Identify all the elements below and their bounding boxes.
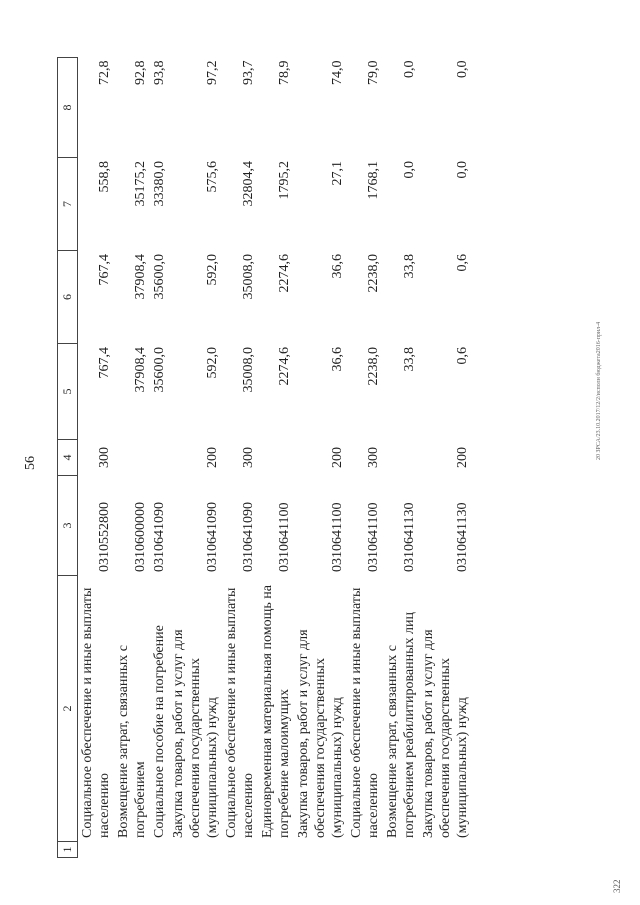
cell-col8: 0,0 (402, 60, 417, 78)
cell-col5: 0,6 (455, 347, 470, 365)
table-row (419, 58, 472, 858)
table-row (150, 58, 169, 858)
cell-code: 0310641090 (241, 502, 256, 572)
cell-name: Социальное обеспечение и иные выплаты населению (80, 587, 112, 838)
col-header: 8 (58, 58, 78, 158)
cell-col7: 1795,2 (277, 161, 292, 200)
cell-name: Единовременная материальная помощь на погребение малоимущих (260, 585, 292, 838)
cell-code: 0310641100 (366, 502, 381, 572)
cell-col5: 36,6 (330, 347, 345, 372)
cell-col5: 2238,0 (366, 347, 381, 386)
cell-col7: 558,8 (97, 161, 112, 193)
cell-index (169, 842, 222, 858)
cell-col5: 2274,6 (277, 347, 292, 386)
cell-col6: 0,6 (455, 254, 470, 272)
table-row (114, 58, 150, 858)
cell-col6: 36,6 (330, 254, 345, 279)
cell-vr: 300 (241, 447, 256, 468)
cell-vr: 300 (366, 447, 381, 468)
cell-col6: 592,0 (205, 254, 220, 286)
cell-vr (114, 440, 150, 476)
cell-col6: 767,4 (97, 254, 112, 286)
cell-col5: 767,4 (97, 347, 112, 379)
cell-col5: 35600,0 (152, 347, 167, 393)
cell-col7: 32804,4 (241, 161, 256, 207)
footer-note: 20 ЗРСА/23.10.2017/12/2/исполн бюджета2016-прил-4 (596, 321, 602, 460)
cell-vr: 300 (97, 447, 112, 468)
table-row (383, 58, 419, 858)
col-header: 6 (58, 251, 78, 344)
table-header-row (58, 58, 78, 858)
cell-col6: 2238,0 (366, 254, 381, 293)
cell-col8: 97,2 (205, 60, 220, 85)
budget-table-rotated (57, 58, 575, 858)
cell-col7: 35175,2 (133, 161, 148, 207)
cell-col6: 35600,0 (152, 254, 167, 300)
col-header: 1 (58, 842, 78, 858)
cell-code: 0310641100 (330, 502, 345, 572)
cell-col7: 0,0 (455, 161, 470, 179)
col-header: 7 (58, 158, 78, 251)
cell-index (383, 842, 419, 858)
cell-vr (383, 440, 419, 476)
col-header: 4 (58, 440, 78, 476)
cell-vr (258, 440, 294, 476)
cell-code: 0310641130 (402, 502, 417, 572)
cell-vr: 200 (455, 447, 470, 468)
col-header: 2 (58, 576, 78, 842)
cell-index (222, 842, 258, 858)
cell-name: Возмещение затрат, связанных с погребением реабилитированных лиц (385, 612, 417, 838)
page-number: 56 (23, 456, 38, 470)
table-row (78, 58, 115, 858)
cell-col8: 79,0 (366, 60, 381, 85)
cell-index (347, 842, 383, 858)
cell-col6: 2274,6 (277, 254, 292, 293)
cell-index (258, 842, 294, 858)
cell-col7: 33380,0 (152, 161, 167, 207)
col-header: 5 (58, 344, 78, 440)
cell-index (78, 842, 115, 858)
cell-name: Социальное пособие на погребение (152, 625, 167, 838)
cell-code: 0310641090 (205, 502, 220, 572)
col-header: 3 (58, 476, 78, 576)
cell-col5: 35008,0 (241, 347, 256, 393)
table-row (222, 58, 258, 858)
cell-col8: 93,7 (241, 60, 256, 85)
cell-name: Социальное обеспечение и иные выплаты населению (349, 587, 381, 838)
cell-name: Закупка товаров, работ и услуг для обеспечения государственных (муниципальных) нужд (171, 629, 220, 838)
cell-name: Закупка товаров, работ и услуг для обеспечения государственных (муниципальных) нужд (421, 629, 470, 838)
cell-name: Возмещение затрат, связанных с погребением (116, 645, 148, 838)
cell-code: 0310641100 (277, 502, 292, 572)
cell-col8: 93,8 (152, 60, 167, 85)
cell-col7: 27,1 (330, 161, 345, 186)
cell-vr: 200 (330, 447, 345, 468)
cell-col6: 33,8 (402, 254, 417, 279)
table-row (347, 58, 383, 858)
cell-code: 0310552800 (97, 502, 112, 572)
cell-code: 0310641090 (152, 502, 167, 572)
cell-index (114, 842, 150, 858)
cell-name: Закупка товаров, работ и услуг для обеспечения государственных (муниципальных) нужд (296, 629, 345, 838)
cell-col6: 35008,0 (241, 254, 256, 300)
table-row (258, 58, 294, 858)
cell-col8: 72,8 (97, 60, 112, 85)
cell-index (294, 842, 347, 858)
cell-index (150, 842, 169, 858)
cell-col8: 0,0 (455, 60, 470, 78)
corner-mark: 322 (612, 879, 622, 893)
cell-index (419, 842, 472, 858)
cell-col8: 78,9 (277, 60, 292, 85)
cell-vr (150, 440, 169, 476)
cell-col8: 74,0 (330, 60, 345, 85)
table-row (169, 58, 222, 858)
cell-col5: 33,8 (402, 347, 417, 372)
cell-code: 0310600000 (133, 502, 148, 572)
cell-col6: 37908,4 (133, 254, 148, 300)
cell-col5: 37908,4 (133, 347, 148, 393)
cell-col7: 575,6 (205, 161, 220, 193)
budget-table (57, 57, 472, 858)
cell-col8: 92,8 (133, 60, 148, 85)
table-row (294, 58, 347, 858)
cell-col7: 1768,1 (366, 161, 381, 200)
cell-vr: 200 (205, 447, 220, 468)
cell-code: 0310641130 (455, 502, 470, 572)
cell-col7: 0,0 (402, 161, 417, 179)
cell-name: Социальное обеспечение и иные выплаты населению (224, 587, 256, 838)
cell-col5: 592,0 (205, 347, 220, 379)
